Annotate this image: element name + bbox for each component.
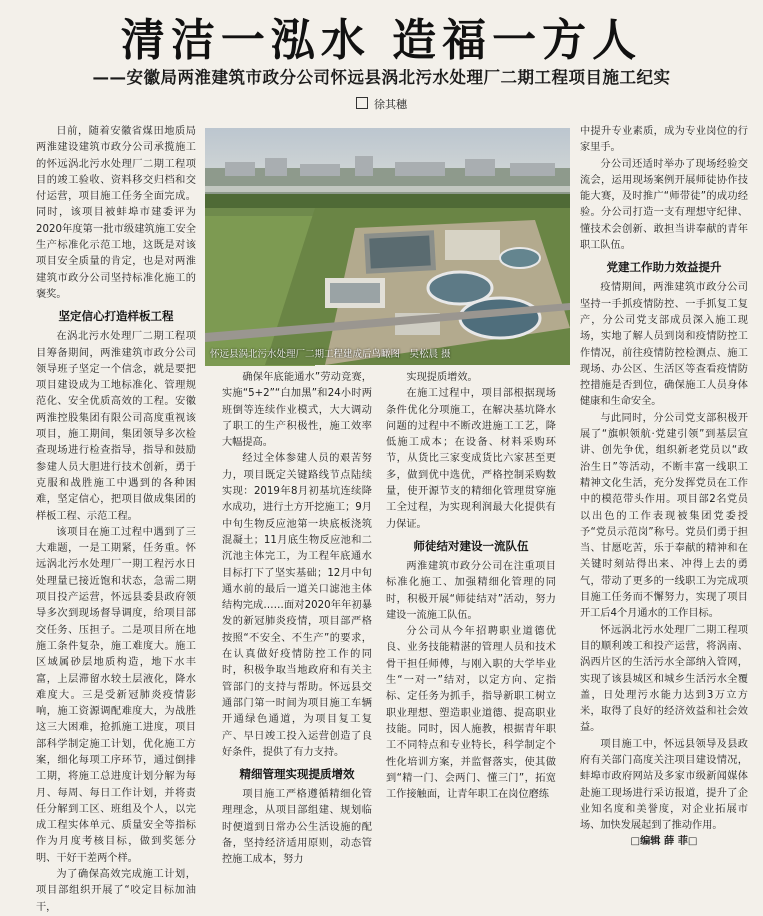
- paragraph: 确保年底能通水”劳动竞赛，实施“5+2”“白加黑”和24小时两班倒等连续作业模式，大大调动了职工的生产积极性，施工效率大幅提高。: [222, 372, 372, 449]
- paragraph: 分公司还适时举办了现场经验交流会，运用现场案例开展师徒协作技能大赛，及时推广“师带徒”的成功经验。分公司打造一支有理想守纪律、懂技术会创新、敢担当讲奉献的青年职工队伍。: [580, 158, 748, 252]
- author-box-icon: [356, 97, 368, 109]
- headline: 清洁一泓水 造福一方人: [120, 15, 643, 66]
- section-heading: 坚定信心打造样板工程: [58, 309, 174, 324]
- paragraph: 中提升专业素质，成为专业岗位的行家里手。: [580, 126, 748, 154]
- section-heading: 党建工作助力效益提升: [606, 260, 722, 275]
- column-3: [386, 370, 556, 801]
- paragraph: 怀远涡北污水处理厂二期工程项目的顺利竣工和投产运营，将涡南、涡西片区的生活污水全部纳入管网，实现了该县城区和城乡生活污水全覆盖，日处理污水能力达到3万立方米，取得了良好的经济效益和社会效益。: [580, 624, 748, 734]
- column-1: [36, 124, 196, 913]
- photo-credit: 吴松晨 摄: [409, 349, 451, 360]
- author-name: 徐其穗: [374, 98, 407, 111]
- subheadline: ——安徽局两淮建筑市政分公司怀远县涡北污水处理厂二期工程项目施工纪实: [92, 68, 671, 87]
- paragraph: 疫情期间，两淮建筑市政分公司坚持一手抓疫情防控、一手抓复工复产，分公司党支部成员深入施工现场，实地了解人员到岗和疫情防控工作情况，前往疫情防控检测点、施工现场、办公区、生活区等查看疫情防控措施是否到位，确保施工人员身体健康和生命安全。: [580, 282, 748, 408]
- paragraph: 两淮建筑市政分公司在注重项目标准化施工、加强精细化管理的同时，积极开展“师徒结对”活动，努力建设一流施工队伍。: [386, 560, 556, 621]
- section-heading: 师徒结对建设一流队伍: [413, 538, 529, 553]
- photo-caption-text: 怀远县涡北污水处理厂二期工程建成后鸟瞰图: [210, 349, 401, 360]
- aerial-photo: [205, 128, 570, 365]
- paragraph: 在涡北污水处理厂二期工程项目筹备期间，两淮建筑市政分公司领导班子坚定一个信念，就是要把项目建设成为工地标准化、管理规范化、安全优质高效的工程。安徽两淮控股集团有限公司高度重视该项目，施工期间，集团领导多次检查现场进行检查指导，指导和鼓励参建人员大胆进行技术创新，勇于克服和战胜施工中遇到的各种困难，坚定信心，把项目做成集团的样板工程、示范工程。: [36, 331, 196, 522]
- paragraph: 该项目在施工过程中遇到了三大难题，一是工期紧，任务重。怀远涡北污水处理厂一期工程污水日处理量已接近饱和状态，急需二期项目投产运营，怀远县委县政府领导多次到现场督导调度，给项目部交任务、压担子。二是项目所在地施工条件复杂，施工难度大。施工区域属砂层地质构造，地下水丰富，上层滞留水较土层液化，降水难度大。三是受新冠肺炎疫情影响，施工资源调配难度大，为战胜这三大困难，抢抓施工进度，项目部科学制定施工计划，优化施工方案，细化每项工序环节，通过倒排工期，将施工总进度计划分解为每月、每周、每日工作计划，并将责任分解到工区、班组及个人，以完成工程实体单元、质量安全等指标作为月度考核目标，做到奖惩分明、干好干差两个样。: [36, 526, 196, 864]
- paragraph: 为了确保高效完成施工计划，项目部组织开展了“咬定目标加油干，: [36, 869, 196, 913]
- paragraph: 日前，随着安徽省煤田地质局两淮建设建筑市政分公司承揽施工的怀远涡北污水处理厂二期工程项目的竣工验收、资料移交归档和交付运营，项目施工任务全面完成。同时，该项目被蚌埠市建委评为2020年度第一批市级建筑施工安全生产标准化示范工地，这既是对该项目安全质量的肯定，也是对两淮建筑市政分公司坚持标准化施工的褒奖。: [36, 126, 196, 300]
- paragraph: □编辑 薛 菲□: [630, 836, 698, 848]
- aerial-photo-graphic: [205, 128, 570, 365]
- paragraph: 实现提质增效。: [406, 372, 478, 383]
- paragraph: 与此同时，分公司党支部积极开展了“旗帜领航·党建引领”到基层宣讲、创先争优，组织新老党员以“政治生日”等活动，不断丰富一线职工精神文化生活，充分发挥党员在工作中的模范带头作用。项目部2名党员以出色的工作表现被集团党委授予“党员示范岗”称号。党员们勇于担当、甘愿吃苦，乐于奉献的精神和在关键时刻站得出来、冲得上去的勇气，带动了更多的一线职工为完成项目施工任务而不懈努力，实现了项目开工后4个月通水的工作目标。: [580, 412, 748, 620]
- paragraph: 分公司从今年招聘职业道德优良、业务技能精湛的管理人员和技术骨干担任师傅，与刚入职的大学毕业生“一对一”结对，以定方向、定指标、定任务为抓手，指导新职工树立职业理想、塑造职业道德、提高职业技能。同时，因人施教，根据青年职工不同特点和专业特长，科学制定个性化培训方案，并监督落实，使其做到“精一门、会两门、懂三门”，拓宽工作接触面，让青年职工在岗位磨练: [386, 626, 556, 801]
- section-heading: 精细管理实现提质增效: [239, 767, 355, 782]
- paragraph: 经过全体参建人员的艰苦努力，项目既定关键路线节点陆续实现：2019年8月初基坑连续降水成功，进行土方开挖施工；9月中旬生物反应池第一块底板浇筑混凝土；11月底生物反应池和二沉池主体完工，为工程年底通水目标打下了坚实基础；12月中旬通水前的最后一道关口滤池主体结构完成……面对2020年年初暴发的新冠肺炎疫情，项目部严格按照“不安全、不生产”的要求，在认真做好疫情防控工作的同时，积极争取当地政府和有关主管部门的支持与帮助。怀远县交通部门第一时间为项目施工车辆开通绿色通道，为项目复工复产、早日竣工投入运营创造了良好条件，提供了有力支持。: [222, 453, 372, 758]
- paragraph: 在施工过程中，项目部根据现场条件优化分项施工，在解决基坑降水问题的过程中不断改进施工工艺，降低施工成本；在设备、材料采购环节，从货比三家变成货比六家甚至更多，做到优中选优，严格控制采购数量，使开源节支的精细化管理贯穿施工全过程，为实现利润最大化提供有力保证。: [386, 388, 556, 530]
- paragraph: 项目施工严格遵循精细化管理理念，从项目部组建、规划临时便道到日常办公生活设施的配备，坚持经济适用原则，动态管控施工成本，努力: [222, 789, 372, 866]
- author-line: [0, 96, 763, 112]
- paragraph: 项目施工中，怀远县领导及县政府有关部门高度关注项目建设情况，蚌埠市政府网站及多家市级新闻媒体赴施工现场进行采访报道，提升了企业知名度和美誉度，对企业拓展市场、加快发展起到了推动作用。: [580, 738, 748, 832]
- column-4: [580, 124, 748, 848]
- photo-caption: [210, 346, 565, 360]
- column-2: [222, 370, 372, 866]
